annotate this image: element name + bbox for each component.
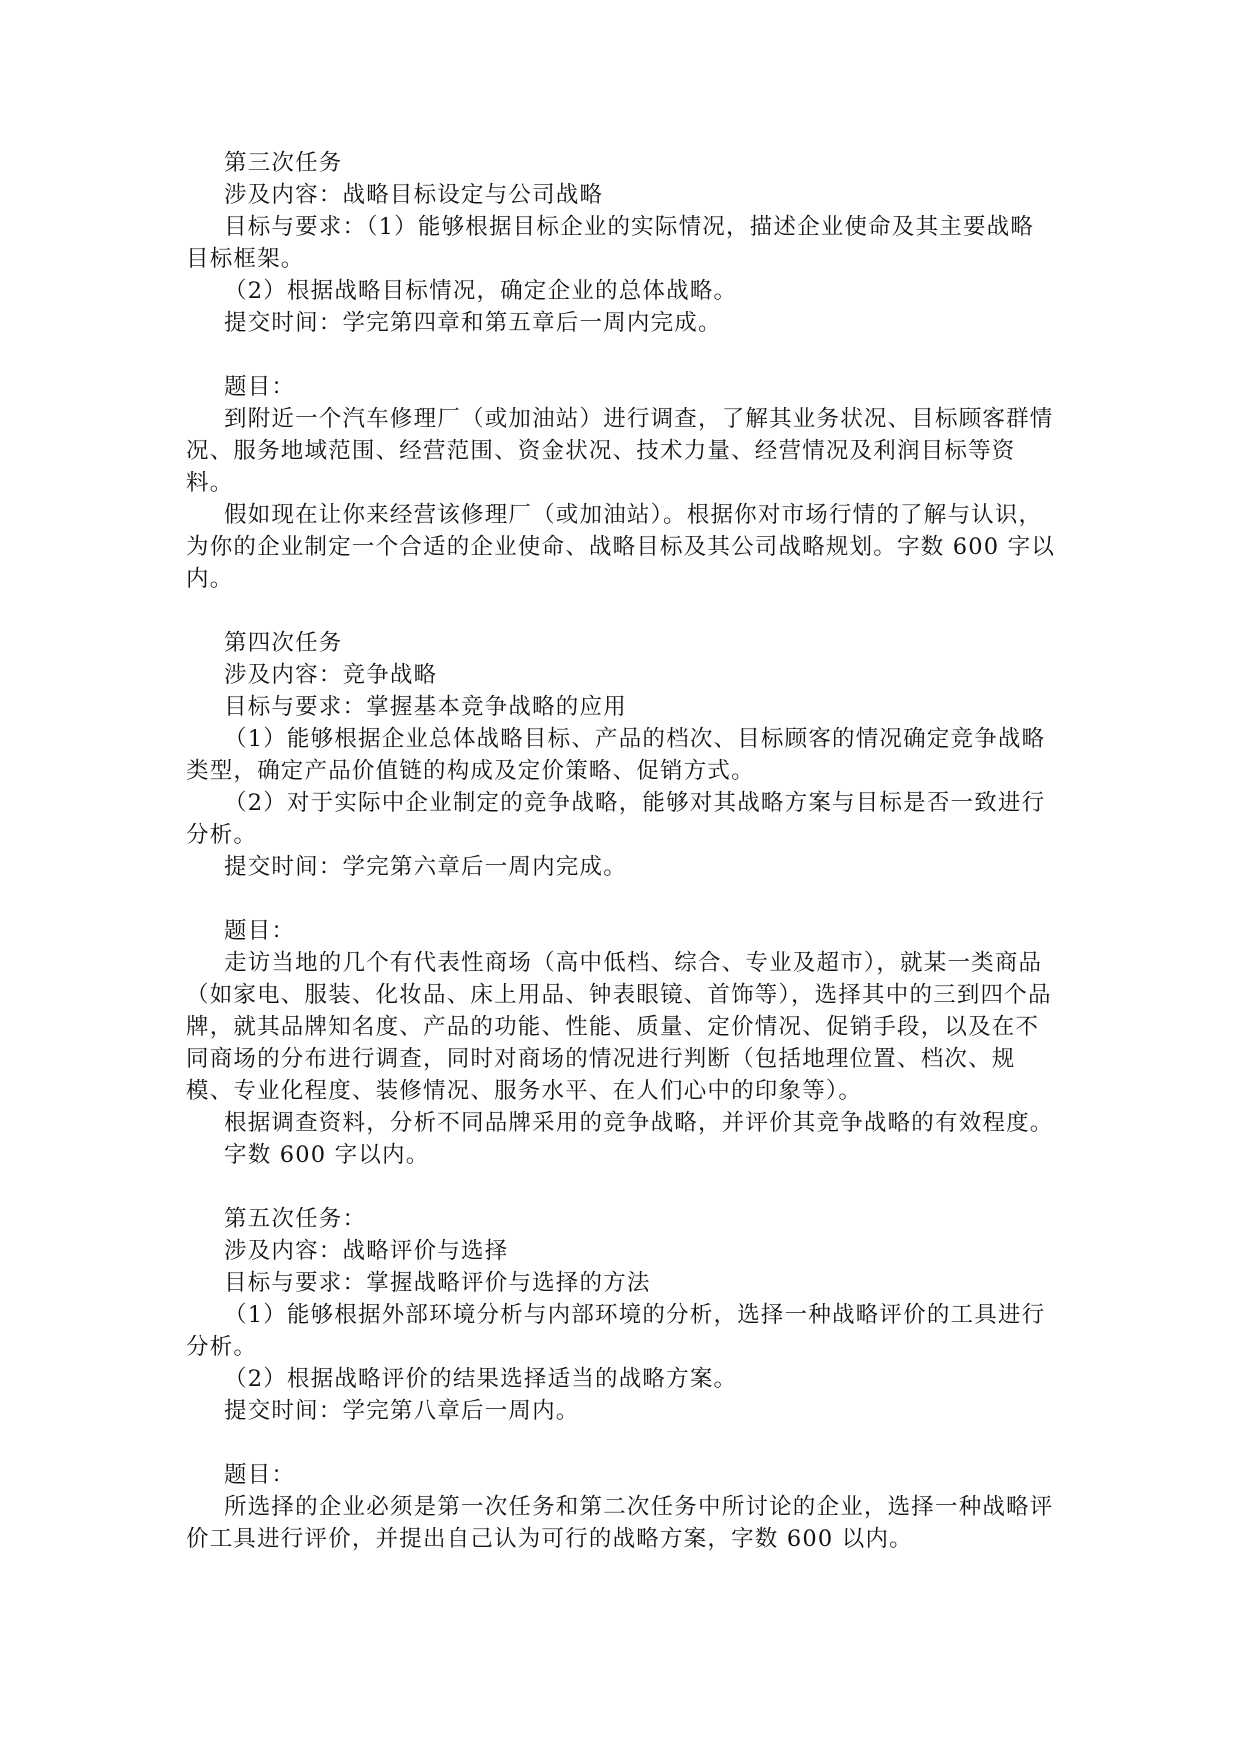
task-5-topic-label: 题目： xyxy=(224,1462,296,1488)
task-5-heading: 第五次任务： xyxy=(224,1206,367,1232)
task-3-topic-paragraph-1: 到附近一个汽车修理厂（或加油站）进行调查，了解其业务状况、目标顾客群情况、服务地域范围、经营范围、资金状况、技术力量、经营情况及利润目标等资料。 xyxy=(186,406,1054,496)
task-5-scope: 涉及内容：战略评价与选择 xyxy=(224,1238,509,1264)
task-3-scope: 涉及内容：战略目标设定与公司战略 xyxy=(224,182,604,208)
task-4-goal: 目标与要求：掌握基本竞争战略的应用 xyxy=(224,694,627,720)
task-5-deadline: 提交时间：学完第八章后一周内。 xyxy=(224,1398,580,1424)
task-4-topic-paragraph-3: 字数 600 字以内。 xyxy=(224,1142,430,1168)
task-5-goal-1: （1）能够根据外部环境分析与内部环境的分析，选择一种战略评价的工具进行分析。 xyxy=(186,1302,1046,1360)
task-4-goal-1: （1）能够根据企业总体战略目标、产品的档次、目标顾客的情况确定竞争战略类型，确定产品价值链的构成及定价策略、促销方式。 xyxy=(186,726,1046,784)
task-5-topic-paragraph-1: 所选择的企业必须是第一次任务和第二次任务中所讨论的企业，选择一种战略评价工具进行评价，并提出自己认为可行的战略方案，字数 600 以内。 xyxy=(186,1494,1054,1552)
task-4-topic-paragraph-2: 根据调查资料，分析不同品牌采用的竞争战略，并评价其竞争战略的有效程度。 xyxy=(224,1110,1054,1136)
task-4-deadline: 提交时间：学完第六章后一周内完成。 xyxy=(224,854,627,880)
spacer xyxy=(186,1427,1056,1459)
task-3-goal-2: （2）根据战略目标情况，确定企业的总体战略。 xyxy=(224,278,738,304)
task-5-goal: 目标与要求：掌握战略评价与选择的方法 xyxy=(224,1270,651,1296)
task-4-heading: 第四次任务 xyxy=(224,630,343,656)
task-3-heading: 第三次任务 xyxy=(224,150,343,176)
task-3-goal: 目标与要求：（1）能够根据目标企业的实际情况，描述企业使命及其主要战略目标框架。 xyxy=(186,214,1035,272)
task-4-topic-label: 题目： xyxy=(224,918,296,944)
task-3-topic-paragraph-2: 假如现在让你来经营该修理厂（或加油站）。根据你对市场行情的了解与认识，为你的企业制定一个合适的企业使命、战略目标及其公司战略规划。字数 600 字以内。 xyxy=(186,502,1056,592)
task-5-goal-2: （2）根据战略评价的结果选择适当的战略方案。 xyxy=(224,1366,738,1392)
spacer xyxy=(186,595,1056,627)
task-5-section xyxy=(186,1203,1056,1555)
task-3-deadline: 提交时间：学完第四章和第五章后一周内完成。 xyxy=(224,310,722,336)
task-4-goal-2: （2）对于实际中企业制定的竞争战略，能够对其战略方案与目标是否一致进行分析。 xyxy=(186,790,1046,848)
task-4-scope: 涉及内容：竞争战略 xyxy=(224,662,438,688)
task-3-topic-label: 题目： xyxy=(224,374,296,400)
task-4-section xyxy=(186,627,1056,1171)
spacer xyxy=(186,339,1056,371)
task-3-section xyxy=(186,147,1056,595)
spacer xyxy=(186,1171,1056,1203)
spacer xyxy=(186,883,1056,915)
document-body xyxy=(186,147,1056,1555)
task-4-topic-paragraph-1: 走访当地的几个有代表性商场（高中低档、综合、专业及超市），就某一类商品（如家电、服装、化妆品、床上用品、钟表眼镜、首饰等），选择其中的三到四个品牌，就其品牌知名度、产品的功能、性能、质量、定价情况、促销手段，以及在不同商场的分布进行调查，同时对商场的情况进行判断（包括地理位置、档次、规模、专业化程度、装修情况、服务水平、在人们心中的印象等）。 xyxy=(186,950,1052,1104)
